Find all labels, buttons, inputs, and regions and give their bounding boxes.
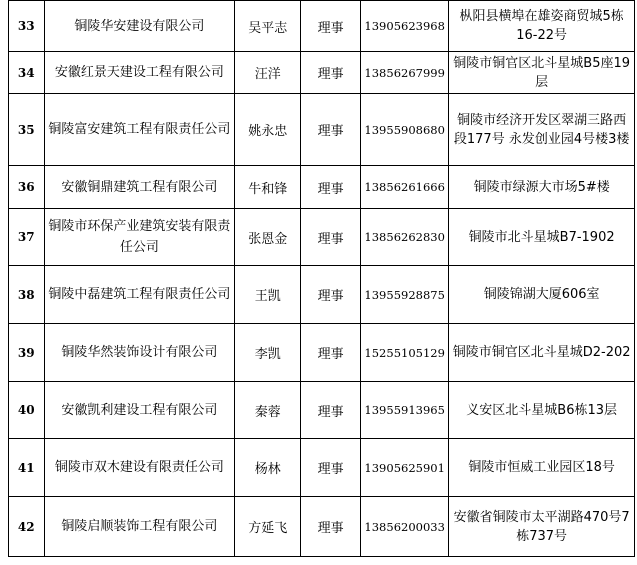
position: 理事 bbox=[301, 52, 361, 94]
phone-number: 13905623968 bbox=[361, 1, 449, 52]
representative-name: 李凯 bbox=[235, 324, 301, 382]
representative-name: 秦蓉 bbox=[235, 382, 301, 439]
company-name: 铜陵华安建设有限公司 bbox=[44, 1, 235, 52]
representative-name: 汪洋 bbox=[235, 52, 301, 94]
company-name: 铜陵市环保产业建筑安装有限责任公司 bbox=[44, 209, 235, 266]
phone-number: 13856200033 bbox=[361, 497, 449, 557]
position: 理事 bbox=[301, 266, 361, 324]
representative-name: 方延飞 bbox=[235, 497, 301, 557]
member-table bbox=[8, 0, 635, 557]
company-name: 铜陵启顺装饰工程有限公司 bbox=[44, 497, 235, 557]
phone-number: 13856261666 bbox=[361, 166, 449, 209]
phone-number: 13955908680 bbox=[361, 94, 449, 166]
representative-name: 吴平志 bbox=[235, 1, 301, 52]
address: 铜陵市北斗星城B7-1902 bbox=[449, 209, 635, 266]
row-number: 40 bbox=[9, 382, 45, 439]
table-row bbox=[9, 324, 635, 382]
phone-number: 13856262830 bbox=[361, 209, 449, 266]
address: 铜陵市铜官区北斗星城D2-202 bbox=[449, 324, 635, 382]
table-row bbox=[9, 209, 635, 266]
company-name: 铜陵中磊建筑工程有限责任公司 bbox=[44, 266, 235, 324]
table-row bbox=[9, 94, 635, 166]
representative-name: 张恩金 bbox=[235, 209, 301, 266]
position: 理事 bbox=[301, 94, 361, 166]
phone-number: 15255105129 bbox=[361, 324, 449, 382]
representative-name: 王凯 bbox=[235, 266, 301, 324]
row-number: 34 bbox=[9, 52, 45, 94]
row-number: 42 bbox=[9, 497, 45, 557]
row-number: 39 bbox=[9, 324, 45, 382]
phone-number: 13955913965 bbox=[361, 382, 449, 439]
address: 铜陵锦湖大厦606室 bbox=[449, 266, 635, 324]
table-row bbox=[9, 382, 635, 439]
table-row bbox=[9, 266, 635, 324]
row-number: 36 bbox=[9, 166, 45, 209]
position: 理事 bbox=[301, 497, 361, 557]
address: 铜陵市铜官区北斗星城B5座19层 bbox=[449, 52, 635, 94]
company-name: 安徽铜鼎建筑工程有限公司 bbox=[44, 166, 235, 209]
company-name: 铜陵市双木建设有限责任公司 bbox=[44, 439, 235, 497]
row-number: 37 bbox=[9, 209, 45, 266]
position: 理事 bbox=[301, 324, 361, 382]
address: 义安区北斗星城B6栋13层 bbox=[449, 382, 635, 439]
position: 理事 bbox=[301, 439, 361, 497]
table-row bbox=[9, 1, 635, 52]
table-row bbox=[9, 52, 635, 94]
address: 铜陵市绿源大市场5#楼 bbox=[449, 166, 635, 209]
address: 枞阳县横埠在雄姿商贸城5栋16-22号 bbox=[449, 1, 635, 52]
table-row bbox=[9, 439, 635, 497]
row-number: 38 bbox=[9, 266, 45, 324]
representative-name: 姚永忠 bbox=[235, 94, 301, 166]
row-number: 41 bbox=[9, 439, 45, 497]
position: 理事 bbox=[301, 1, 361, 52]
address: 铜陵市恒威工业园区18号 bbox=[449, 439, 635, 497]
position: 理事 bbox=[301, 209, 361, 266]
phone-number: 13856267999 bbox=[361, 52, 449, 94]
table-row bbox=[9, 497, 635, 557]
representative-name: 杨林 bbox=[235, 439, 301, 497]
representative-name: 牛和锋 bbox=[235, 166, 301, 209]
company-name: 铜陵富安建筑工程有限责任公司 bbox=[44, 94, 235, 166]
company-name: 铜陵华然装饰设计有限公司 bbox=[44, 324, 235, 382]
company-name: 安徽凯利建设工程有限公司 bbox=[44, 382, 235, 439]
phone-number: 13905625901 bbox=[361, 439, 449, 497]
position: 理事 bbox=[301, 166, 361, 209]
row-number: 35 bbox=[9, 94, 45, 166]
table-row bbox=[9, 166, 635, 209]
position: 理事 bbox=[301, 382, 361, 439]
company-name: 安徽红景天建设工程有限公司 bbox=[44, 52, 235, 94]
address: 安徽省铜陵市太平湖路470号7栋737号 bbox=[449, 497, 635, 557]
row-number: 33 bbox=[9, 1, 45, 52]
phone-number: 13955928875 bbox=[361, 266, 449, 324]
address: 铜陵市经济开发区翠湖三路西段177号 永发创业园4号楼3楼 bbox=[449, 94, 635, 166]
